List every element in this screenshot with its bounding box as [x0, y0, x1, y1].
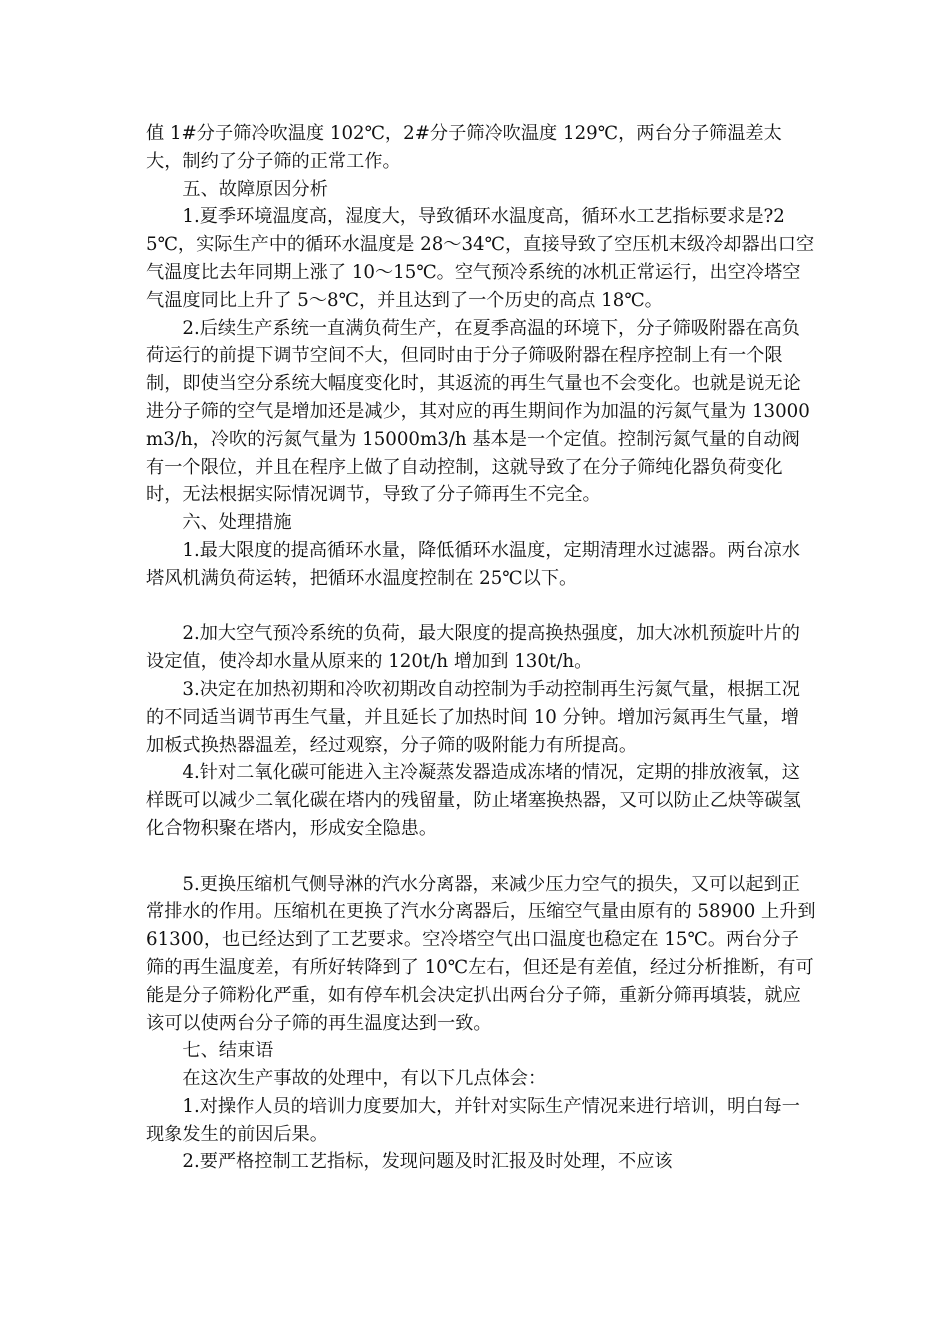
paragraph-measure-4: 4.针对二氧化碳可能进入主冷凝蒸发器造成冻堵的情况，定期的排放液氧，这样既可以减少二氧化碳在塔内的残留量，防止堵塞换热器，又可以防止乙炔等碳氢化合物积聚在塔内，形成安全隐患。 [146, 762, 801, 839]
paragraph-measure-2: 2.加大空气预冷系统的负荷，最大限度的提高换热强度，加大冰机预旋叶片的设定值，使冷却水量从原来的 120t/h 增加到 130t/h。 [146, 623, 800, 673]
paragraph-measure-1: 1.最大限度的提高循环水量，降低循环水温度，定期清理水过滤器。两台凉水塔风机满负荷运转，把循环水温度控制在 25℃以下。 [146, 539, 800, 589]
paragraph-cause-2: 2.后续生产系统一直满负荷生产，在夏季高温的环境下，分子筛吸附器在高负荷运行的前提下调节空间不大，但同时由于分子筛吸附器在程序控制上有一个限制，即使当空分系统大幅度变化时，其返流的再生气量也不会变化。也就是说无论进分子筛的空气是增加还是减少，其对应的再生期间作为加温的污氮气量为 13000m3/h，冷吹的污氮气量为 15000m3/h 基本是一个定值。控制污氮气量的自动阀有一个限位，并且在程序上做了自动控制，这就导致了在分子筛纯化器负荷变化时，无法根据实际情况调节，导致了分子筛再生不完全。 [146, 317, 810, 506]
section-heading-conclusion: 七、结束语 [182, 1040, 274, 1062]
document-body [146, 120, 816, 1176]
blank-line [146, 593, 816, 621]
section-heading-measures: 六、处理措施 [182, 512, 292, 534]
paragraph-continuation: 值 1#分子筛冷吹温度 102℃，2#分子筛冷吹温度 129℃，两台分子筛温差太大，制约了分子筛的正常工作。 [146, 123, 782, 172]
paragraph-conclusion-intro: 在这次生产事故的处理中，有以下几点体会： [182, 1068, 547, 1090]
paragraph-measure-3: 3.决定在加热初期和冷吹初期改自动控制为手动控制再生污氮气量，根据工况的不同适当调节再生气量，并且延长了加热时间 10 分钟。增加污氮再生气量，增加板式换热器温差，经过观察，分子筛的吸附能力有所提高。 [146, 678, 800, 756]
paragraph-lesson-1: 1.对操作人员的培训力度要加大，并针对实际生产情况来进行培训，明白每一现象发生的前因后果。 [146, 1095, 800, 1145]
paragraph-lesson-2: 2.要严格控制工艺指标，发现问题及时汇报及时处理，不应该 [182, 1151, 673, 1173]
paragraph-measure-5: 5.更换压缩机气侧导淋的汽水分离器，来减少压力空气的损失，又可以起到正常排水的作用。压缩机在更换了汽水分离器后，压缩空气量由原有的 58900 上升到 61300，也已经达到了工艺要求。空冷塔空气出口温度也稳定在 15℃。两台分子筛的再生温度差，有所好转降到了 10℃左右，但还是有差值，经过分析推断，有可能是分子筛粉化严重，如有停车机会决定扒出两台分子筛，重新分筛再填装，就应该可以使两台分子筛的再生温度达到一致。 [146, 873, 816, 1034]
section-heading-fault-cause-analysis: 五、故障原因分析 [182, 178, 328, 200]
paragraph-cause-1: 1.夏季环境温度高，湿度大，导致循环水温度高，循环水工艺指标要求是?25℃，实际生产中的循环水温度是 28～34℃，直接导致了空压机末级冷却器出口空气温度比去年同期上涨了 10～15℃。空气预冷系统的冰机正常运行，出空冷塔空气温度同比上升了 5～8℃，并且达到了一个历史的高点 18℃。 [146, 206, 815, 311]
blank-line [146, 843, 816, 871]
